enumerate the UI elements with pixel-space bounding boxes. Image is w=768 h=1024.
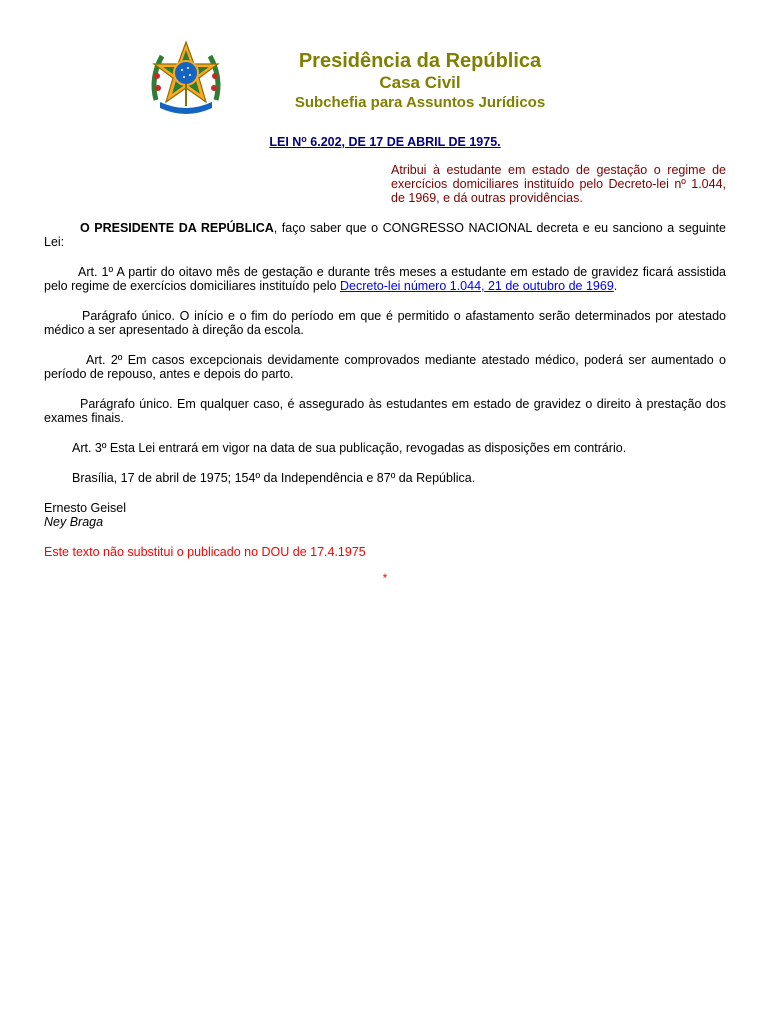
document-page: [44, 40, 726, 585]
signature-ernesto-geisel: Ernesto Geisel: [44, 501, 126, 515]
law-title-rest: 6.202, DE 17 DE ABRIL DE 1975.: [306, 135, 501, 149]
law-title-link[interactable]: [269, 135, 500, 149]
preamble-text: , faço saber que o CONGRESSO NACIONAL decreta e eu sanciono a seguinte Lei:: [44, 221, 726, 249]
law-title: [44, 134, 726, 149]
decreto-lei-link[interactable]: Decreto-lei número 1.044, 21 de outubro de 1969: [339, 279, 614, 293]
preamble-bold: O PRESIDENTE DA REPÚBLICA: [80, 221, 274, 235]
article-2: Art. 2º Em casos excepcionais devidamente comprovados mediante atestado médico, poderá ser aumentado o período de repouso, antes e depois do parto.: [44, 353, 726, 381]
article-1-paragraph: Parágrafo único. O início e o fim do período em que é permitido o afastamento serão determinados por atestado médico a ser apresentado à direção da escola.: [44, 309, 726, 337]
header-presidencia: Presidência da República: [298, 50, 542, 72]
asterisk-mark: *: [382, 571, 388, 585]
signature-ney-braga: Ney Braga: [44, 515, 104, 529]
law-title-prefix: LEI N: [269, 135, 302, 149]
article-1-end: .: [613, 279, 618, 293]
header-titles: [244, 49, 596, 112]
article-1: [44, 265, 726, 293]
article-3: Art. 3º Esta Lei entrará em vigor na data de sua publicação, revogadas as disposições em contrário.: [72, 441, 627, 455]
signatures: [44, 501, 726, 529]
law-body: [44, 221, 726, 585]
law-ementa: Atribui à estudante em estado de gestação o regime de exercícios domiciliares instituído pelo Decreto-lei nº 1.044, de 1969, e dá outras providências.: [391, 163, 726, 205]
dou-note: Este texto não substitui o publicado no DOU de 17.4.1975: [44, 545, 366, 559]
header-casa-civil: Casa Civil: [379, 73, 461, 92]
brazil-coat-of-arms-icon: [146, 40, 226, 118]
law-title-ordinal: o: [301, 134, 307, 144]
date-place: Brasília, 17 de abril de 1975; 154º da Independência e 87º da República.: [72, 471, 476, 485]
header-subchefia: Subchefia para Assuntos Jurídicos: [294, 94, 546, 111]
article-1-text: Art. 1º A partir do oitavo mês de gestação e durante três meses a estudante em estado de gravidez ficará assistida pelo regime de exercícios domiciliares instituído pelo: [44, 265, 726, 293]
preamble: [44, 221, 726, 249]
article-2-paragraph: Parágrafo único. Em qualquer caso, é assegurado às estudantes em estado de gravidez o direito à prestação dos exames finais.: [44, 397, 726, 425]
document-header: [44, 40, 726, 120]
